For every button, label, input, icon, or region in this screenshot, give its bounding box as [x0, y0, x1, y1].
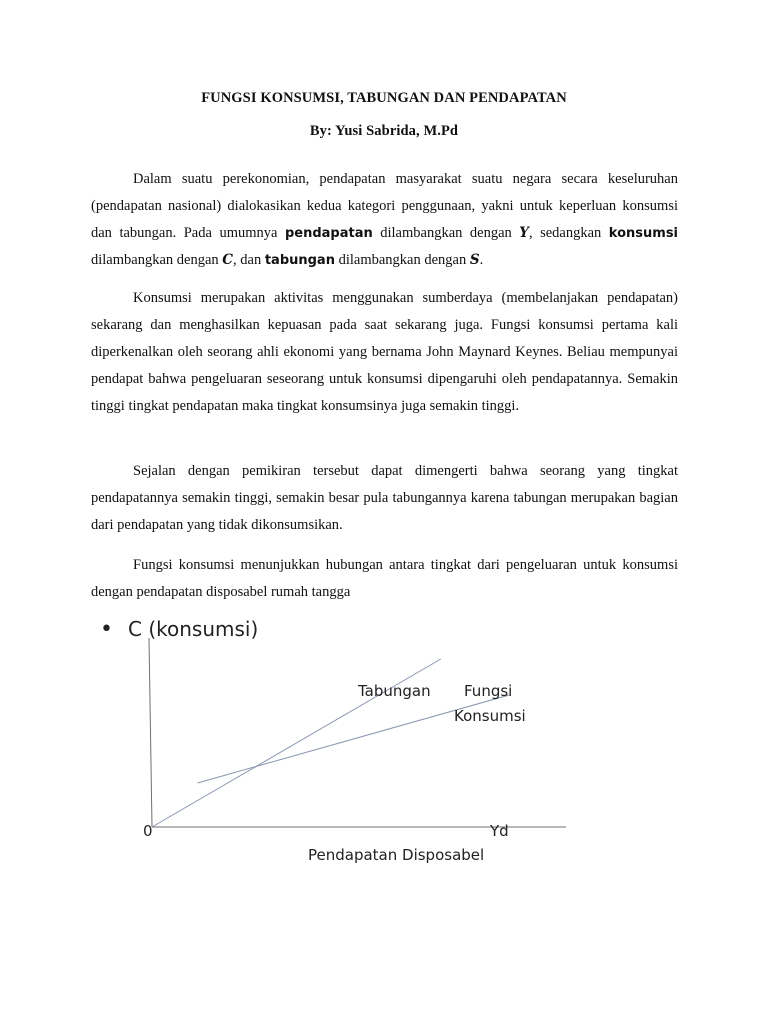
p1-text-f: dilambangkan dengan [334, 251, 470, 268]
chart-label-konsumsi: Konsumsi [454, 707, 526, 725]
chart-label-tabungan: Tabungan [358, 682, 431, 700]
p1-text-e: , dan [233, 251, 265, 268]
keyword-konsumsi: konsumsi [608, 225, 679, 241]
symbol-y: Y [519, 224, 529, 241]
chart-origin-label: 0 [143, 822, 153, 840]
keyword-tabungan: tabungan [264, 252, 335, 268]
p1-text-a: Dalam suatu perekonomian, pendapatan masyarakat suatu negara secara keseluruhan (pendapatan nasional) dialokasikan kedua kategori penggunaan, yakni untuk keperluan konsumsi dan tabungan. Pada umumnya [91, 170, 678, 241]
paragraph-2: Konsumsi merupakan aktivitas menggunakan sumberdaya (membelanjakan pendapatan) sekarang dan menghasilkan kepuasan pada saat sekarang juga. Fungsi konsumsi pertama kali diperkenalkan oleh seorang ahli ekonomi yang bernama John Maynard Keynes. Beliau mempunyai pendapat bahwa pengeluaran seseorang untuk konsumsi dipengaruhi oleh pendapatannya. Semakin tinggi tingkat pendapatan maka tingkat konsumsinya juga semakin tinggi. [91, 289, 678, 414]
chart-x-axis-label: Pendapatan Disposabel [308, 846, 485, 864]
p1-text-b: dilambangkan dengan [372, 224, 520, 241]
document-author: By: Yusi Sabrida, M.Pd [309, 123, 459, 139]
consumption-function-chart [0, 600, 768, 880]
chart-label-fungsi: Fungsi [464, 682, 513, 700]
paragraph-4: Fungsi konsumsi menunjukkan hubungan antara tingkat dari pengeluaran untuk konsumsi dengan pendapatan disposabel rumah tangga [91, 556, 678, 600]
paragraph-1 [91, 166, 678, 274]
symbol-c: C [222, 251, 234, 268]
chart-y-axis-label: C (konsumsi) [128, 617, 259, 641]
chart-x-end-label: Yd [490, 822, 509, 840]
p1-text-g: . [479, 251, 484, 268]
chart-y-axis [149, 638, 152, 827]
symbol-s: S [469, 251, 480, 268]
document-title: FUNGSI KONSUMSI, TABUNGAN DAN PENDAPATAN [201, 90, 567, 106]
p1-text-d: dilambangkan dengan [91, 251, 223, 268]
chart-bullet: • [100, 617, 113, 642]
p1-text-c: , sedangkan [528, 224, 609, 241]
keyword-pendapatan: pendapatan [284, 225, 373, 241]
paragraph-3: Sejalan dengan pemikiran tersebut dapat dimengerti bahwa seorang yang tingkat pendapatannya semakin tinggi, semakin besar pula tabungannya karena tabungan merupakan bagian dari pendapatan yang tidak dikonsumsikan. [91, 462, 678, 533]
